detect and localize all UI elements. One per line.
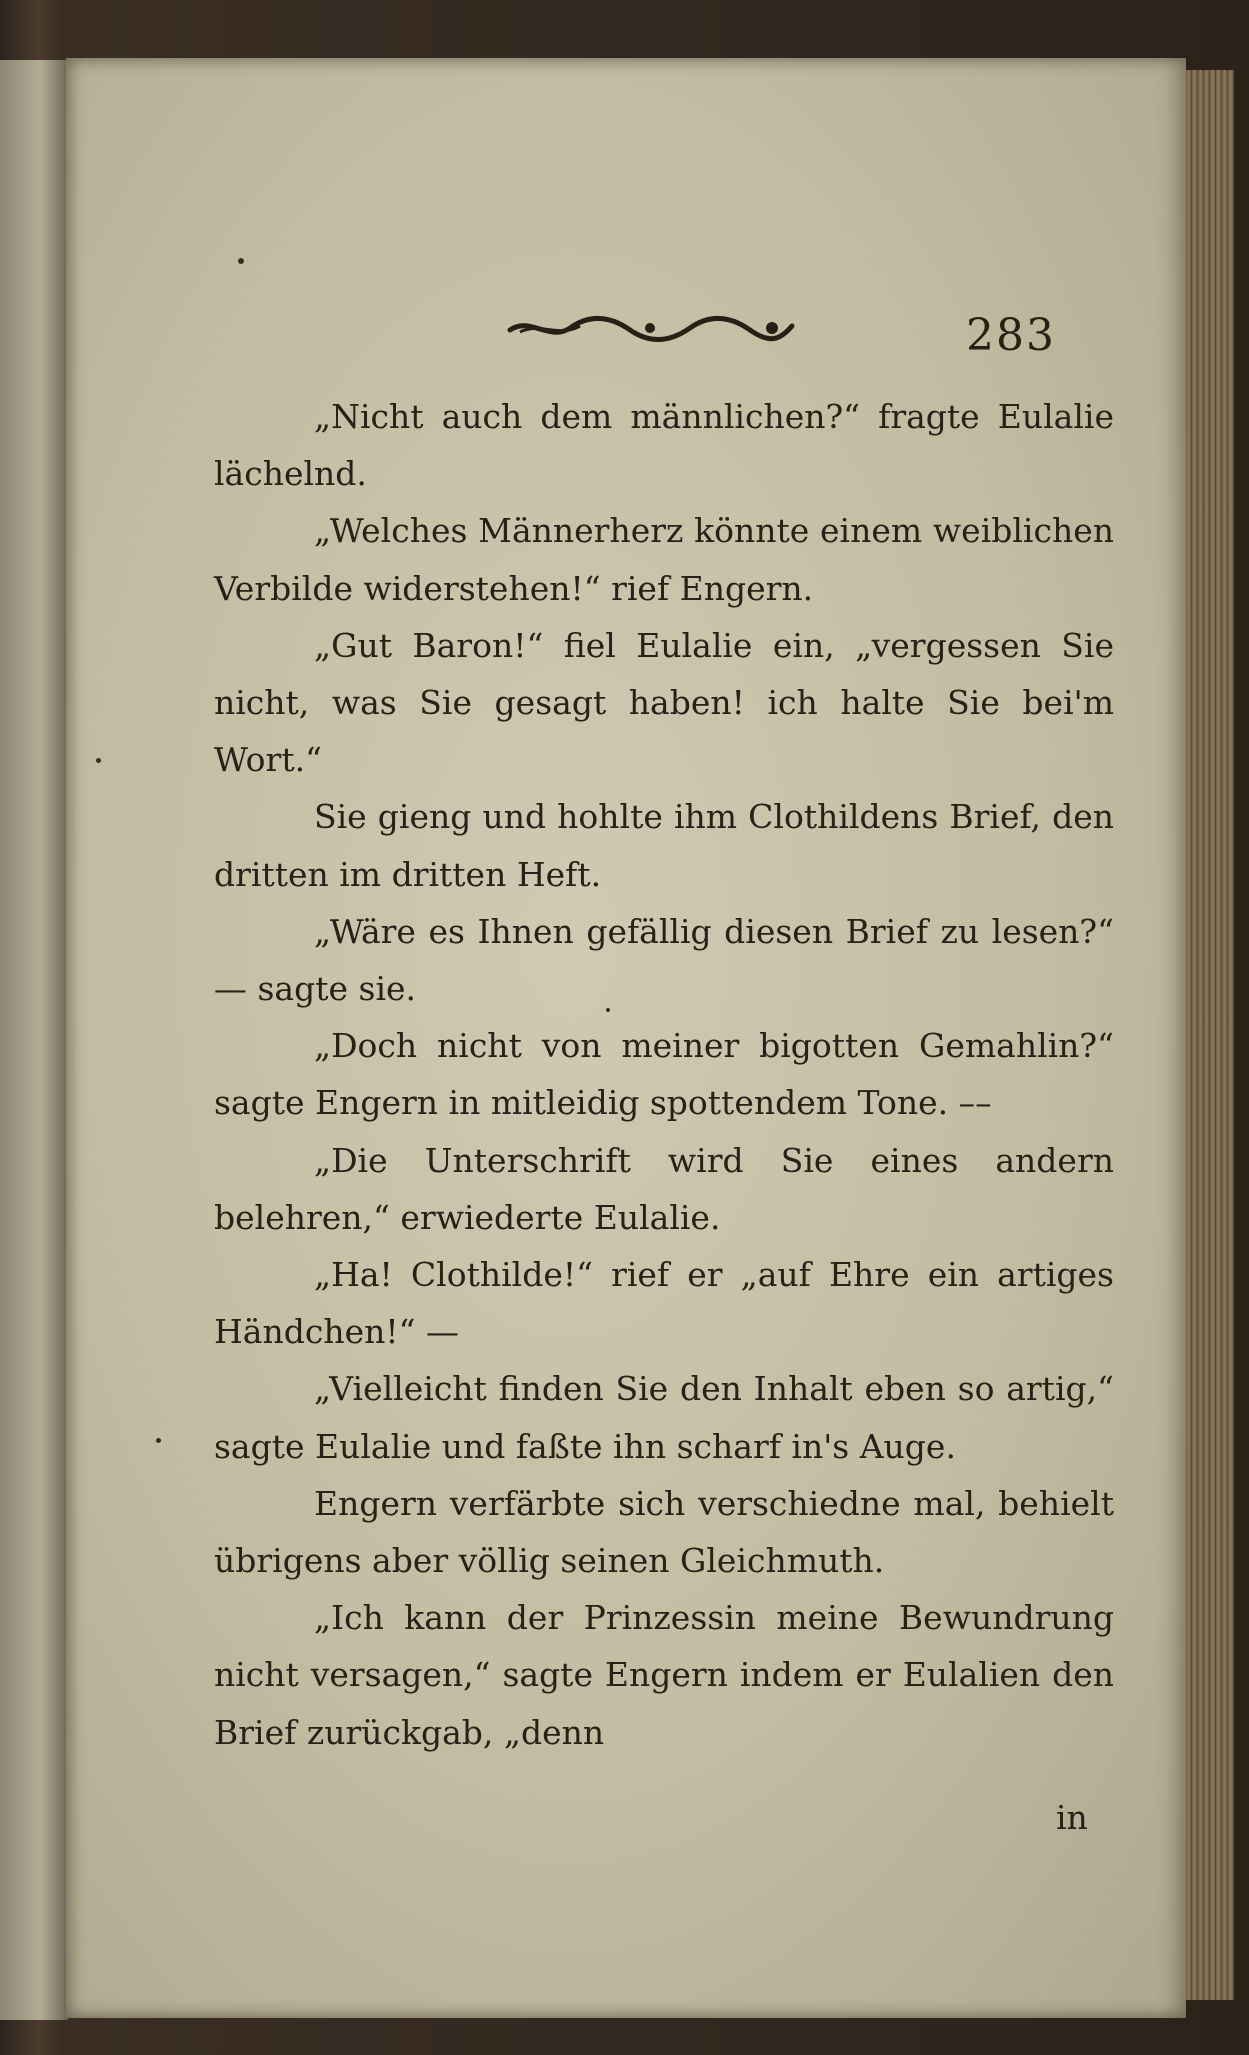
paper-speck — [606, 1008, 610, 1012]
paragraph: „Gut Baron!“ fiel Eulalie ein, „vergessen Sie nicht, was Sie gesagt haben! ich halte Sie bei'm Wort.“ — [214, 625, 1114, 780]
paragraph: Sie gieng und hohlte ihm Clothildens Brief, den dritten im dritten Heft. — [214, 797, 1114, 894]
paragraph: „Nicht auch dem männlichen?“ fragte Eulalie lächelnd. — [214, 397, 1114, 494]
paragraph: „Doch nicht von meiner bigotten Gemahlin?“ sagte Engern in mitleidig spottendem Tone. –– — [214, 1026, 1114, 1123]
page-header — [66, 310, 1186, 360]
body-text — [214, 388, 1114, 1761]
paper-speck — [96, 758, 101, 763]
book-fore-edge — [1186, 70, 1234, 2000]
page-number: 283 — [966, 310, 1056, 361]
flourish-ornament-icon — [500, 310, 800, 346]
paper-speck — [156, 1438, 161, 1443]
catchword: in — [1056, 1798, 1088, 1837]
paragraph: „Ich kann der Prinzessin meine Bewundrung nicht versagen,“ sagte Engern indem er Eulalien den Brief zurückgab, „denn — [214, 1598, 1114, 1752]
paragraph: Engern verfärbte sich verschiedne mal, behielt übrigens aber völlig seinen Gleichmuth. — [214, 1483, 1114, 1581]
paragraph: „Vielleicht finden Sie den Inhalt eben so artig,“ sagte Eulalie und faßte ihn scharf in's Auge. — [214, 1369, 1114, 1466]
previous-page-edge — [0, 60, 68, 2020]
paragraph: „Die Unterschrift wird Sie eines andern belehren,“ erwiederte Eulalie. — [214, 1140, 1114, 1237]
paper-speck — [238, 258, 244, 264]
paragraph: „Ha! Clothilde!“ rief er „auf Ehre ein artiges Händchen!“ — — [214, 1255, 1114, 1352]
paragraph: „Wäre es Ihnen gefällig diesen Brief zu lesen?“ — sagte sie. — [214, 911, 1114, 1009]
book-page — [66, 58, 1186, 2018]
paragraph: „Welches Männerherz könnte einem weiblichen Verbilde widerstehen!“ rief Engern. — [214, 511, 1114, 608]
